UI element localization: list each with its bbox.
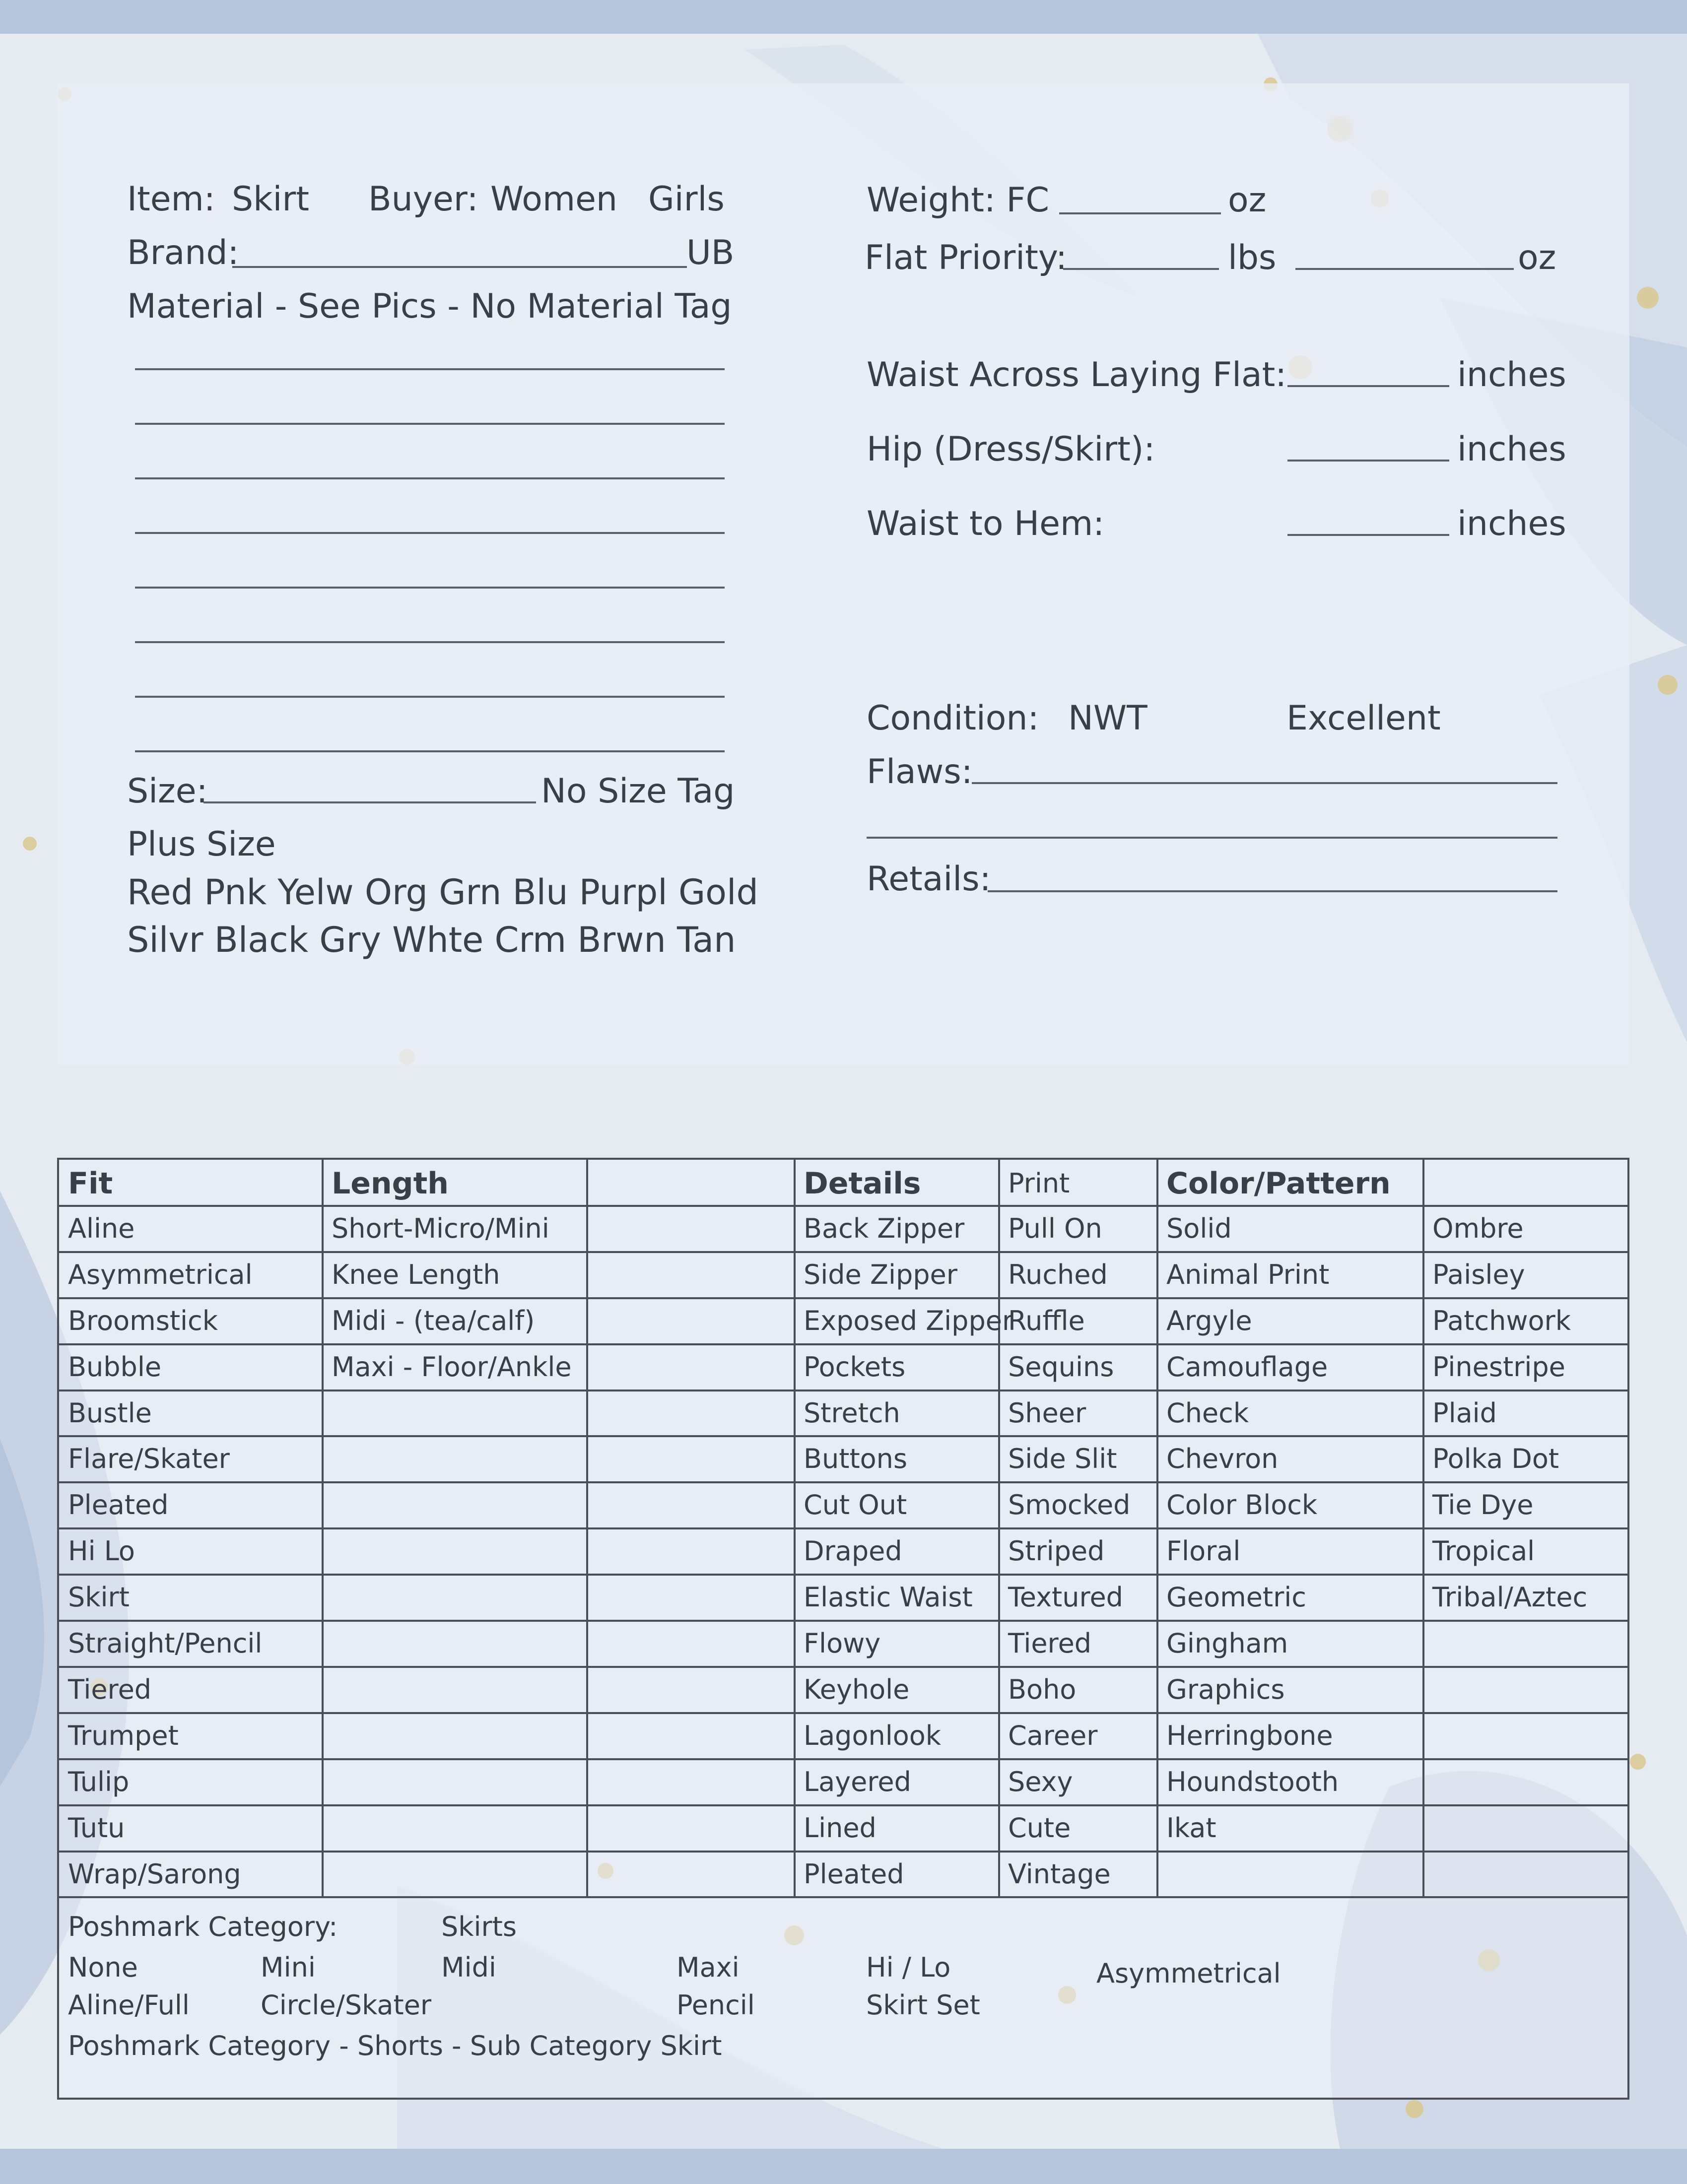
table-row-divider bbox=[59, 1758, 1627, 1760]
flat-lbs-field[interactable] bbox=[1063, 268, 1219, 270]
table-cell-option[interactable]: Flowy bbox=[804, 1628, 881, 1659]
table-row-divider bbox=[59, 1896, 1627, 1898]
table-cell-option[interactable]: Side Zipper bbox=[804, 1259, 957, 1290]
table-cell-option[interactable]: Pockets bbox=[804, 1351, 906, 1383]
brand-field[interactable] bbox=[232, 266, 687, 268]
no-size-tag: No Size Tag bbox=[541, 772, 735, 811]
weight-field[interactable] bbox=[1059, 212, 1221, 214]
weight-unit: oz bbox=[1228, 181, 1267, 220]
hip-unit: inches bbox=[1457, 430, 1566, 469]
buyer-option-women[interactable]: Women bbox=[490, 180, 618, 219]
table-cell-option[interactable]: Polka Dot bbox=[1432, 1443, 1559, 1474]
material-line[interactable] bbox=[135, 750, 725, 752]
table-cell-option[interactable]: Flare/Skater bbox=[68, 1443, 230, 1474]
table-row-divider bbox=[59, 1205, 1627, 1207]
flaws-field-line2[interactable] bbox=[867, 837, 1557, 839]
table-cell-option[interactable]: Color Block bbox=[1166, 1489, 1318, 1521]
table-row-divider bbox=[59, 1435, 1627, 1437]
table-cell-option[interactable]: Straight/Pencil bbox=[68, 1628, 263, 1659]
table-row-divider bbox=[59, 1666, 1627, 1668]
material-line[interactable] bbox=[135, 696, 725, 698]
table-cell-option[interactable]: Tropical bbox=[1432, 1535, 1535, 1567]
material-label: Material - See Pics - No Material Tag bbox=[127, 287, 732, 326]
table-cell-option[interactable]: Short-Micro/Mini bbox=[332, 1213, 549, 1244]
table-cell-option[interactable]: Sexy bbox=[1008, 1766, 1073, 1797]
table-row-divider bbox=[59, 1620, 1627, 1622]
size-label: Size: bbox=[127, 772, 208, 811]
table-cell-option[interactable]: Ruched bbox=[1008, 1259, 1108, 1290]
attributes-table bbox=[57, 1158, 1629, 2100]
table-cell-option[interactable]: Lagonlook bbox=[804, 1720, 942, 1751]
table-cell-option[interactable]: Wrap/Sarong bbox=[68, 1858, 241, 1890]
table-cell-option[interactable]: Check bbox=[1166, 1397, 1249, 1429]
table-cell-option[interactable]: Plaid bbox=[1432, 1397, 1497, 1429]
table-row-divider bbox=[59, 1390, 1627, 1391]
table-cell-option[interactable]: Tiered bbox=[68, 1674, 152, 1705]
table-row-divider bbox=[59, 1851, 1627, 1853]
table-cell-option[interactable]: Pinestripe bbox=[1432, 1351, 1565, 1383]
bottom-band bbox=[0, 2149, 1687, 2184]
material-line[interactable] bbox=[135, 532, 725, 534]
buyer-option-girls[interactable]: Girls bbox=[648, 180, 725, 219]
flaws-label: Flaws: bbox=[867, 752, 973, 792]
poshmark-option-aline-full[interactable]: Aline/Full bbox=[68, 1989, 190, 2021]
table-cell-option[interactable]: Solid bbox=[1166, 1213, 1232, 1244]
flaws-field[interactable] bbox=[972, 782, 1557, 784]
table-cell-option[interactable]: Back Zipper bbox=[804, 1213, 965, 1244]
table-cell-option[interactable]: Tie Dye bbox=[1432, 1489, 1534, 1521]
poshmark-option-pencil[interactable]: Pencil bbox=[676, 1989, 755, 2021]
hem-unit: inches bbox=[1457, 504, 1566, 543]
table-cell-option[interactable]: Argyle bbox=[1166, 1305, 1252, 1336]
table-row-divider bbox=[59, 1804, 1627, 1806]
hip-field[interactable] bbox=[1287, 460, 1449, 462]
table-cell-option[interactable]: Textured bbox=[1008, 1582, 1123, 1613]
condition-option-nwt[interactable]: NWT bbox=[1068, 699, 1147, 738]
table-cell-option[interactable]: Cute bbox=[1008, 1812, 1071, 1844]
table-cell-option[interactable]: Chevron bbox=[1166, 1443, 1279, 1474]
table-cell-option[interactable]: Buttons bbox=[804, 1443, 908, 1474]
table-cell-option[interactable]: Patchwork bbox=[1432, 1305, 1571, 1336]
table-cell-option[interactable]: Graphics bbox=[1166, 1674, 1285, 1705]
waist-field[interactable] bbox=[1287, 385, 1449, 387]
table-cell-option[interactable]: Trumpet bbox=[68, 1720, 179, 1751]
table-cell-option[interactable]: Houndstooth bbox=[1166, 1766, 1339, 1797]
flat-priority-label: Flat Priority: bbox=[865, 238, 1067, 277]
brand-suffix: UB bbox=[686, 233, 735, 272]
table-cell-option[interactable]: Midi - (tea/calf) bbox=[332, 1305, 535, 1336]
size-field[interactable] bbox=[203, 801, 536, 803]
table-cell-option[interactable]: Bubble bbox=[68, 1351, 162, 1383]
table-cell-option[interactable]: Pull On bbox=[1008, 1213, 1102, 1244]
table-cell-option[interactable]: Asymmetrical bbox=[68, 1259, 253, 1290]
table-cell-option[interactable]: Cut Out bbox=[804, 1489, 907, 1521]
retails-field[interactable] bbox=[988, 890, 1557, 892]
poshmark-option-mini[interactable]: Mini bbox=[261, 1952, 316, 1983]
poshmark-option-maxi[interactable]: Maxi bbox=[676, 1952, 740, 1983]
table-cell-option[interactable]: Pleated bbox=[68, 1489, 169, 1521]
table-cell-option[interactable]: Striped bbox=[1008, 1535, 1105, 1567]
waist-label: Waist Across Laying Flat: bbox=[867, 355, 1287, 395]
table-cell-option[interactable]: Side Slit bbox=[1008, 1443, 1117, 1474]
hem-field[interactable] bbox=[1287, 534, 1449, 536]
poshmark-option-circle-skater[interactable]: Circle/Skater bbox=[261, 1989, 432, 2021]
table-cell-option[interactable]: Gingham bbox=[1166, 1628, 1288, 1659]
item-value: Skirt bbox=[232, 180, 310, 219]
poshmark-category-value: Skirts bbox=[441, 1911, 517, 1942]
table-cell-option[interactable]: Aline bbox=[68, 1213, 135, 1244]
table-cell-option[interactable]: Tribal/Aztec bbox=[1432, 1582, 1588, 1613]
material-line[interactable] bbox=[135, 587, 725, 589]
item-label: Item: bbox=[127, 180, 215, 219]
table-cell-option[interactable]: Layered bbox=[804, 1766, 911, 1797]
table-cell-option[interactable]: Knee Length bbox=[332, 1259, 500, 1290]
flat-lbs-unit: lbs bbox=[1228, 238, 1277, 277]
weight-label: Weight: FC bbox=[867, 181, 1050, 220]
table-row-divider bbox=[59, 1527, 1627, 1529]
table-row-divider bbox=[59, 1297, 1627, 1299]
poshmark-category-label: Poshmark Category: bbox=[68, 1911, 338, 1942]
table-cell-option[interactable]: Pleated bbox=[804, 1858, 904, 1890]
header-length: Length bbox=[332, 1166, 449, 1201]
table-row-divider bbox=[59, 1251, 1627, 1253]
flat-oz-unit: oz bbox=[1518, 238, 1556, 277]
poshmark-option-skirt-set[interactable]: Skirt Set bbox=[866, 1989, 980, 2021]
poshmark-option-midi[interactable]: Midi bbox=[441, 1952, 496, 1983]
table-cell-option[interactable]: Hi Lo bbox=[68, 1535, 135, 1567]
condition-option-excellent[interactable]: Excellent bbox=[1286, 699, 1441, 738]
retails-label: Retails: bbox=[867, 860, 991, 899]
table-cell-option[interactable]: Paisley bbox=[1432, 1259, 1525, 1290]
hip-label: Hip (Dress/Skirt): bbox=[867, 430, 1155, 469]
table-cell-option[interactable]: Sheer bbox=[1008, 1397, 1086, 1429]
table-cell-option[interactable]: Sequins bbox=[1008, 1351, 1114, 1383]
condition-label: Condition: bbox=[867, 699, 1039, 738]
table-cell-option[interactable]: Animal Print bbox=[1166, 1259, 1330, 1290]
material-line[interactable] bbox=[135, 423, 725, 425]
table-cell-option[interactable]: Boho bbox=[1008, 1674, 1077, 1705]
header-details: Details bbox=[804, 1166, 921, 1201]
table-row-divider bbox=[59, 1481, 1627, 1483]
table-cell-option[interactable]: Geometric bbox=[1166, 1582, 1306, 1613]
waist-unit: inches bbox=[1457, 355, 1566, 395]
table-cell-option[interactable]: Ruffle bbox=[1008, 1305, 1085, 1336]
poshmark-option-asymmetrical[interactable]: Asymmetrical bbox=[1096, 1958, 1281, 1989]
table-cell-option[interactable]: Keyhole bbox=[804, 1674, 910, 1705]
table-cell-option[interactable]: Floral bbox=[1166, 1535, 1241, 1567]
plus-size[interactable]: Plus Size bbox=[127, 825, 276, 864]
table-cell-option[interactable]: Maxi - Floor/Ankle bbox=[332, 1351, 572, 1383]
table-cell-option[interactable]: Career bbox=[1008, 1720, 1098, 1751]
header-print: Print bbox=[1008, 1168, 1070, 1199]
table-cell-option[interactable]: Herringbone bbox=[1166, 1720, 1333, 1751]
table-cell-option[interactable]: Draped bbox=[804, 1535, 902, 1567]
table-cell-option[interactable]: Broomstick bbox=[68, 1305, 218, 1336]
header-fit: Fit bbox=[68, 1166, 113, 1201]
table-cell-option[interactable]: Vintage bbox=[1008, 1858, 1111, 1890]
poshmark-option-hi-lo[interactable]: Hi / Lo bbox=[866, 1952, 951, 1983]
buyer-label: Buyer: bbox=[368, 180, 478, 219]
material-line[interactable] bbox=[135, 477, 725, 479]
poshmark-option-none[interactable]: None bbox=[68, 1952, 138, 1983]
hem-label: Waist to Hem: bbox=[867, 504, 1105, 543]
material-line[interactable] bbox=[135, 368, 725, 370]
table-row-divider bbox=[59, 1574, 1627, 1576]
header-color-pattern: Color/Pattern bbox=[1166, 1166, 1391, 1201]
brand-label: Brand: bbox=[127, 233, 239, 272]
top-band bbox=[0, 0, 1687, 34]
table-cell-option[interactable]: Elastic Waist bbox=[804, 1582, 973, 1613]
table-cell-option[interactable]: Smocked bbox=[1008, 1489, 1131, 1521]
form-panel bbox=[57, 83, 1629, 1065]
table-cell-option[interactable]: Camouflage bbox=[1166, 1351, 1328, 1383]
table-cell-option[interactable]: Tutu bbox=[68, 1812, 125, 1844]
color-options-row1[interactable]: Red Pnk Yelw Org Grn Blu Purpl Gold bbox=[127, 872, 758, 913]
table-cell-option[interactable]: Stretch bbox=[804, 1397, 900, 1429]
table-cell-option[interactable]: Ikat bbox=[1166, 1812, 1216, 1844]
color-options-row2[interactable]: Silvr Black Gry Whte Crm Brwn Tan bbox=[127, 920, 736, 960]
material-line[interactable] bbox=[135, 641, 725, 643]
table-cell-option[interactable]: Bustle bbox=[68, 1397, 152, 1429]
table-cell-option[interactable]: Tiered bbox=[1008, 1628, 1092, 1659]
table-cell-option[interactable]: Exposed Zipper bbox=[804, 1305, 1013, 1336]
table-row-divider bbox=[59, 1343, 1627, 1345]
poshmark-shorts-category: Poshmark Category - Shorts - Sub Category Skirt bbox=[68, 2030, 722, 2061]
table-cell-option[interactable]: Skirt bbox=[68, 1582, 130, 1613]
flat-oz-field[interactable] bbox=[1295, 268, 1514, 270]
table-row-divider bbox=[59, 1712, 1627, 1714]
table-cell-option[interactable]: Tulip bbox=[68, 1766, 130, 1797]
table-cell-option[interactable]: Lined bbox=[804, 1812, 877, 1844]
table-cell-option[interactable]: Ombre bbox=[1432, 1213, 1524, 1244]
